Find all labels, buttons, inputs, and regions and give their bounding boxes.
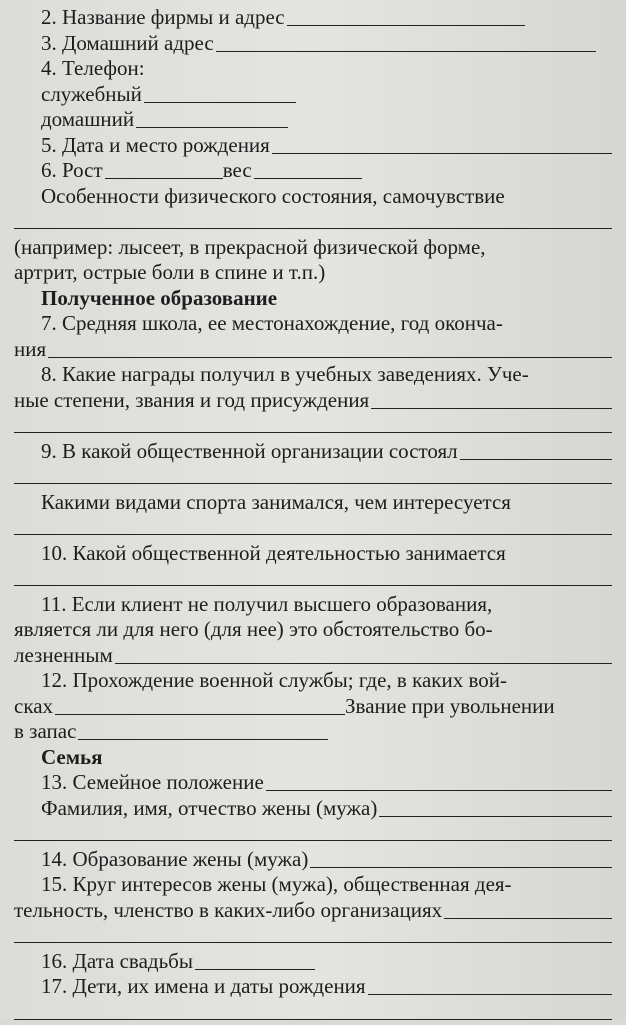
- height-label: 6. Рост: [41, 158, 103, 184]
- item-12-label-2: сках: [14, 694, 53, 720]
- item-8-blank-line: [14, 413, 612, 439]
- item-11-label-1: 11. Если клиент не получил высшего образования,: [41, 592, 492, 618]
- item-9: [14, 439, 612, 465]
- item-16: [14, 949, 612, 975]
- item-12-cont: [14, 694, 612, 720]
- awards-field-2[interactable]: [14, 413, 612, 433]
- awards-field[interactable]: [371, 390, 612, 409]
- social-field[interactable]: [14, 566, 612, 586]
- sports-field[interactable]: [14, 515, 612, 535]
- item-15-label-1: 15. Круг интересов жены (мужа), общественная дея-: [41, 872, 512, 898]
- organization-field-2[interactable]: [14, 464, 612, 484]
- physical-condition-line: [14, 184, 612, 210]
- children-field[interactable]: [368, 976, 612, 995]
- item-4-work: [14, 82, 612, 108]
- item-15: [14, 872, 612, 898]
- item-8-label-2: ные степени, звания и год присуждения: [14, 388, 369, 414]
- physical-example-2: артрит, острые боли в спине и т.п.): [14, 260, 325, 286]
- item-15-cont: [14, 898, 612, 924]
- item-10-blank-line: [14, 566, 612, 592]
- work-phone-field[interactable]: [144, 84, 296, 103]
- item-5: [14, 133, 612, 159]
- higher-ed-field[interactable]: [115, 645, 612, 664]
- spouse-edu-field[interactable]: [310, 849, 612, 868]
- spouse-name-line: [14, 796, 612, 822]
- spouse-name-label: Фамилия, имя, отчество жены (мужа): [41, 796, 377, 822]
- item-8-label-1: 8. Какие награды получил в учебных заведениях. Уче-: [41, 362, 529, 388]
- sports-blank-line: [14, 515, 612, 541]
- item-2: [14, 5, 612, 31]
- physical-condition-blank-line: [14, 209, 612, 235]
- item-8: [14, 362, 612, 388]
- spouse-name-blank-line: [14, 821, 612, 847]
- organization-field[interactable]: [460, 441, 612, 460]
- home-phone-field[interactable]: [136, 109, 288, 128]
- spouse-name-field-2[interactable]: [14, 821, 612, 841]
- item-8-cont: [14, 388, 612, 414]
- weight-label: вес: [223, 158, 252, 184]
- spouse-interests-field[interactable]: [444, 900, 612, 919]
- school-field[interactable]: [48, 339, 612, 358]
- birth-field[interactable]: [272, 135, 612, 154]
- item-17-label: 17. Дети, их имена и даты рождения: [41, 974, 366, 1000]
- item-7-label-1: 7. Средняя школа, ее местонахождение, год оконча-: [41, 311, 503, 337]
- item-3-label: 3. Домашний адрес: [41, 31, 214, 57]
- item-11-cont-2: [14, 643, 612, 669]
- height-field[interactable]: [105, 160, 223, 179]
- weight-field[interactable]: [254, 160, 362, 179]
- physical-example-1: (например: лысеет, в прекрасной физической форме,: [14, 235, 486, 261]
- rank-field[interactable]: [78, 721, 328, 740]
- home-phone-label: домашний: [41, 107, 134, 133]
- sports-line: [14, 490, 612, 516]
- military-field[interactable]: [55, 696, 345, 715]
- item-15-blank-line: [14, 923, 612, 949]
- item-2-label: 2. Название фирмы и адрес: [41, 5, 285, 31]
- reserve-label: в запас: [14, 719, 76, 745]
- section-education-title: Полученное образование: [41, 286, 277, 312]
- item-12-label-1: 12. Прохождение военной службы; где, в каких вой-: [41, 668, 507, 694]
- wedding-date-field[interactable]: [195, 951, 315, 970]
- spouse-name-field[interactable]: [379, 798, 612, 817]
- item-10: [14, 541, 612, 567]
- marital-field[interactable]: [266, 772, 612, 791]
- item-15-label-2: тельность, членство в каких-либо организациях: [14, 898, 442, 924]
- item-7: [14, 311, 612, 337]
- item-5-label: 5. Дата и место рождения: [41, 133, 270, 159]
- item-9-blank-line: [14, 464, 612, 490]
- item-12-cont-2: [14, 719, 612, 745]
- item-6: [14, 158, 612, 184]
- item-10-label: 10. Какой общественной деятельностью занимается: [41, 541, 506, 567]
- physical-example-line-1: [14, 235, 612, 261]
- item-16-label: 16. Дата свадьбы: [41, 949, 193, 975]
- item-17: [14, 974, 612, 1000]
- item-14-label: 14. Образование жены (мужа): [41, 847, 308, 873]
- company-name-field[interactable]: [287, 7, 525, 26]
- item-7-cont: [14, 337, 612, 363]
- item-13-label: 13. Семейное положение: [41, 770, 264, 796]
- item-17-blank-line: [14, 1000, 612, 1025]
- item-11: [14, 592, 612, 618]
- item-7-label-2: ния: [14, 337, 46, 363]
- item-14: [14, 847, 612, 873]
- rank-label: Звание при увольнении: [345, 694, 555, 720]
- physical-condition-field[interactable]: [14, 209, 612, 229]
- physical-condition-label: Особенности физического состояния, самочувствие: [41, 184, 505, 210]
- item-12: [14, 668, 612, 694]
- spouse-interests-field-2[interactable]: [14, 923, 612, 943]
- home-address-field[interactable]: [216, 33, 596, 52]
- item-4: [14, 56, 612, 82]
- item-3: [14, 31, 612, 57]
- children-field-2[interactable]: [14, 1000, 612, 1020]
- item-11-label-3: лезненным: [14, 643, 113, 669]
- section-education: [14, 286, 612, 312]
- item-4-home: [14, 107, 612, 133]
- item-9-label: 9. В какой общественной организации состоял: [41, 439, 458, 465]
- item-4-label: 4. Телефон:: [41, 56, 145, 82]
- item-13: [14, 770, 612, 796]
- section-family: [14, 745, 612, 771]
- item-11-label-2: является ли для него (для нее) это обстоятельство бо-: [14, 617, 493, 643]
- sports-label: Какими видами спорта занимался, чем интересуется: [41, 490, 511, 516]
- section-family-title: Семья: [41, 745, 103, 771]
- work-phone-label: служебный: [41, 82, 142, 108]
- item-11-cont: [14, 617, 612, 643]
- physical-example-line-2: [14, 260, 612, 286]
